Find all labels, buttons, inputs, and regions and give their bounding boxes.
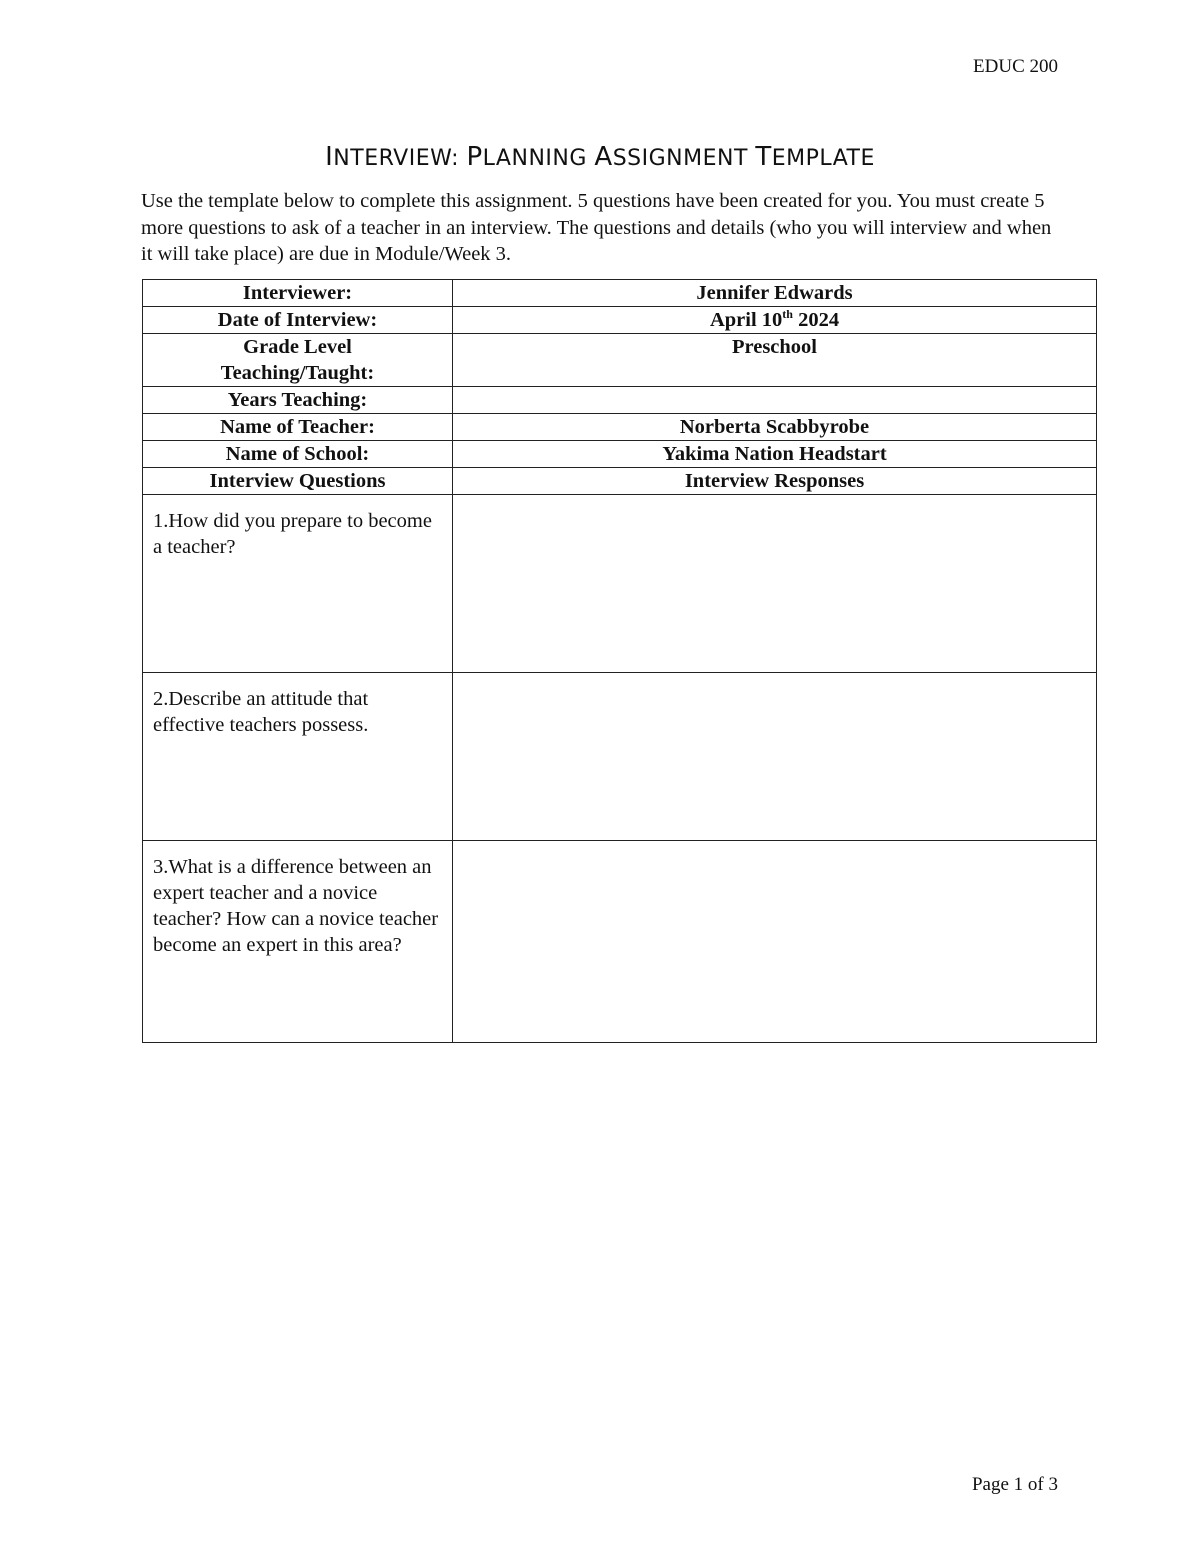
responses-header: Interview Responses xyxy=(453,468,1097,495)
title-text: EMPLATE xyxy=(771,146,875,171)
title-initial: A xyxy=(594,142,613,172)
title-text: NTERVIEW: xyxy=(333,146,467,171)
grade-label-line1: Grade Level xyxy=(243,336,352,358)
table-row xyxy=(143,387,1097,414)
years-label: Years Teaching: xyxy=(143,387,453,414)
table-row xyxy=(143,841,1097,1043)
date-value[interactable] xyxy=(453,307,1097,334)
questions-header: Interview Questions xyxy=(143,468,453,495)
grade-value[interactable]: Preschool xyxy=(453,334,1097,387)
teacher-label: Name of Teacher: xyxy=(143,414,453,441)
table-row xyxy=(143,468,1097,495)
question-3: 3.What is a difference between an expert teacher and a novice teacher? How can a novice teacher become an expert in this area? xyxy=(143,841,453,1043)
grade-label xyxy=(143,334,453,387)
response-1[interactable] xyxy=(453,495,1097,673)
grade-label-line2: Teaching/Taught: xyxy=(220,362,375,384)
interviewer-value[interactable]: Jennifer Edwards xyxy=(453,280,1097,307)
date-label: Date of Interview: xyxy=(143,307,453,334)
title-initial: I xyxy=(325,142,334,172)
date-text: April 10 xyxy=(709,309,783,331)
response-2[interactable] xyxy=(453,673,1097,841)
question-1: 1.How did you prepare to become a teacher? xyxy=(143,495,453,673)
instructions-paragraph: Use the template below to complete this assignment. 5 questions have been created for you. You must create 5 more questions to ask of a teacher in an interview. The questions and details (who you will interview and when it will take place) are due in Module/Week 3. xyxy=(141,190,1052,265)
teacher-value[interactable]: Norberta Scabbyrobe xyxy=(453,414,1097,441)
table-row xyxy=(143,673,1097,841)
table-row xyxy=(143,280,1097,307)
page-number: Page 1 of 3 xyxy=(971,1474,1058,1495)
course-code: EDUC 200 xyxy=(973,56,1058,77)
question-2: 2.Describe an attitude that effective teachers possess. xyxy=(143,673,453,841)
response-3[interactable] xyxy=(453,841,1097,1043)
date-year: 2024 xyxy=(792,309,840,331)
school-value[interactable]: Yakima Nation Headstart xyxy=(453,441,1097,468)
interviewer-label: Interviewer: xyxy=(143,280,453,307)
table-row xyxy=(143,307,1097,334)
table-row xyxy=(143,495,1097,673)
title-text: SSIGNMENT xyxy=(612,146,756,171)
date-suffix: th xyxy=(782,307,793,322)
table-row xyxy=(143,414,1097,441)
school-label: Name of School: xyxy=(143,441,453,468)
years-value[interactable] xyxy=(453,387,1097,414)
title-text: LANNING xyxy=(482,146,595,171)
title-initial: P xyxy=(466,142,483,172)
table-row xyxy=(143,441,1097,468)
title-initial: T xyxy=(755,142,772,172)
table-row xyxy=(143,334,1097,387)
interview-table xyxy=(142,279,1097,1043)
document-title xyxy=(0,142,1200,172)
